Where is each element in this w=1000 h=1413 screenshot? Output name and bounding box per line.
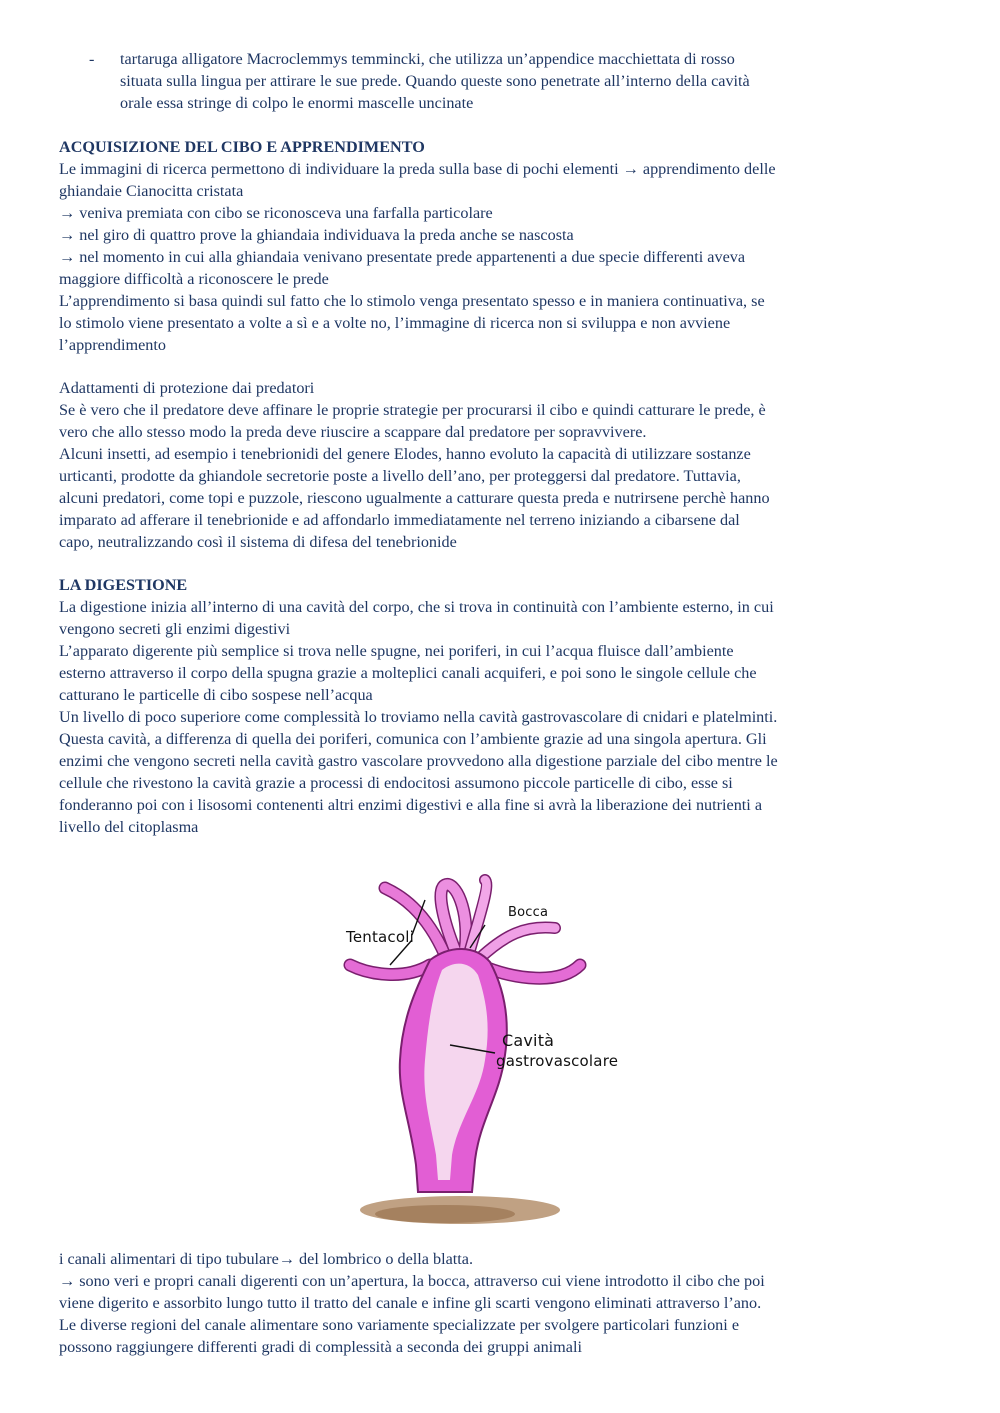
paragraph-line: viene digerito e assorbito lungo tutto il tratto del canale e infine gli scarti vengono eliminati attraverso l’ano. (59, 1294, 762, 1312)
paragraph-line: catturano le particelle di cibo sospese nell’acqua (59, 686, 373, 704)
paragraph-line: → nel giro di quattro prove la ghiandaia individuava la preda anche se nascosta (59, 226, 574, 244)
label-cavita: Cavità (502, 1031, 555, 1050)
label-gastrovascolare: gastrovascolare (496, 1052, 619, 1070)
paragraph-line: L’apprendimento si basa quindi sul fatto che lo stimolo venga presentato spesso e in maniera continuativa, se (59, 292, 765, 310)
paragraph-line: cellule che rivestono la cavità grazie a processi di endocitosi assumono piccole particelle di cibo, esse si (59, 774, 733, 792)
paragraph-line: enzimi che vengono secreti nella cavità gastro vascolare provvedono alla digestione parziale del cibo mentre le (59, 752, 778, 770)
paragraph-line: lo stimolo viene presentato a volte a sì e a volte no, l’immagine di ricerca non si sviluppa e non avviene (59, 314, 731, 332)
paragraph-line: imparato ad afferare il tenebrionide e ad affondarlo immediatamente nel terreno iniziando a cibarsene dal (59, 511, 740, 529)
bullet-text (120, 48, 880, 114)
label-tentacoli: Tentacoli (346, 928, 414, 946)
paragraph-line: → sono veri e propri canali digerenti con un’apertura, la bocca, attraverso cui viene introdotto il cibo che poi (59, 1272, 765, 1290)
section-canali-alimentari (59, 1248, 894, 1358)
paragraph-line: Le immagini di ricerca permettono di individuare la preda sulla base di pochi elementi → apprendimento delle (59, 160, 776, 178)
paragraph-line: esterno attraverso il corpo della spugna grazie a molteplici canali acquiferi, e poi sono le singole cellule che (59, 664, 757, 682)
paragraph-line: possono raggiungere differenti gradi di complessità a seconda dei gruppi animali (59, 1338, 582, 1356)
paragraph-line: Alcuni insetti, ad esempio i tenebrionidi del genere Elodes, hanno evoluto la capacità di utilizzare sostanze (59, 445, 751, 463)
paragraph-line: La digestione inizia all’interno di una cavità del corpo, che si trova in continuità con l’ambiente esterno, in cui (59, 598, 774, 616)
bullet-line: tartaruga alligatore Macroclemmys temmincki, che utilizza un’appendice macchiettata di rosso (120, 50, 735, 68)
paragraph-line: capo, neutralizzando così il sistema di difesa del tenebrionide (59, 533, 457, 551)
section-acquisizione (59, 136, 894, 356)
paragraph-line: fonderanno poi con i lisosomi contenenti altri enzimi digestivi e alla fine si avrà la liberazione dei nutrienti a (59, 796, 763, 814)
section-heading: ACQUISIZIONE DEL CIBO E APPRENDIMENTO (59, 138, 425, 156)
paragraph-line: urticanti, prodotte da ghiandole secretorie poste a livello dell’ano, per proteggersi dal predatore. Tuttavia, (59, 467, 741, 485)
bullet-line: orale essa stringe di colpo le enormi mascelle uncinate (120, 94, 474, 112)
paragraph-line: l’apprendimento (59, 336, 166, 354)
section-adattamenti (59, 377, 894, 553)
paragraph-line: vero che allo stesso modo la preda deve riuscire a scappare dal predatore per sopravvivere. (59, 423, 647, 441)
paragraph-line: Questa cavità, a differenza di quella dei poriferi, comunica con l’ambiente grazie ad una singola apertura. Gli (59, 730, 767, 748)
paragraph-line: Un livello di poco superiore come complessità lo troviamo nella cavità gastrovascolare di cnidari e platelminti. (59, 708, 778, 726)
bullet-line: situata sulla lingua per attirare le sue prede. Quando queste sono penetrate all’interno della cavità (120, 72, 750, 90)
paragraph-line: i canali alimentari di tipo tubulare→ del lombrico o della blatta. (59, 1250, 473, 1268)
paragraph-line: Se è vero che il predatore deve affinare le proprie strategie per procurarsi il cibo e quindi catturare le prede, è (59, 401, 766, 419)
section-subheading: Adattamenti di protezione dai predatori (59, 379, 315, 397)
paragraph-line: alcuni predatori, come topi e puzzole, riescono ugualmente a catturare questa preda e nutrirsene perchè hanno (59, 489, 770, 507)
bullet-dash: - (89, 50, 95, 68)
paragraph-line: ghiandaie Cianocitta cristata (59, 182, 244, 200)
section-heading: LA DIGESTIONE (59, 576, 188, 594)
paragraph-line: livello del citoplasma (59, 818, 199, 836)
paragraph-line: Le diverse regioni del canale alimentare sono variamente specializzate per svolgere particolari funzioni e (59, 1316, 740, 1334)
paragraph-line: vengono secreti gli enzimi digestivi (59, 620, 291, 638)
paragraph-line: → nel momento in cui alla ghiandaia venivano presentate prede appartenenti a due specie differenti aveva (59, 248, 746, 266)
paragraph-line: L’apparato digerente più semplice si trova nelle spugne, nei poriferi, in cui l’acqua fluisce dall’ambiente (59, 642, 734, 660)
paragraph-line: maggiore difficoltà a riconoscere le prede (59, 270, 329, 288)
hydra-illustration (330, 870, 630, 1230)
label-bocca: Bocca (508, 905, 549, 920)
section-digestione (59, 574, 894, 838)
paragraph-line: → veniva premiata con cibo se riconosceva una farfalla particolare (59, 204, 493, 222)
